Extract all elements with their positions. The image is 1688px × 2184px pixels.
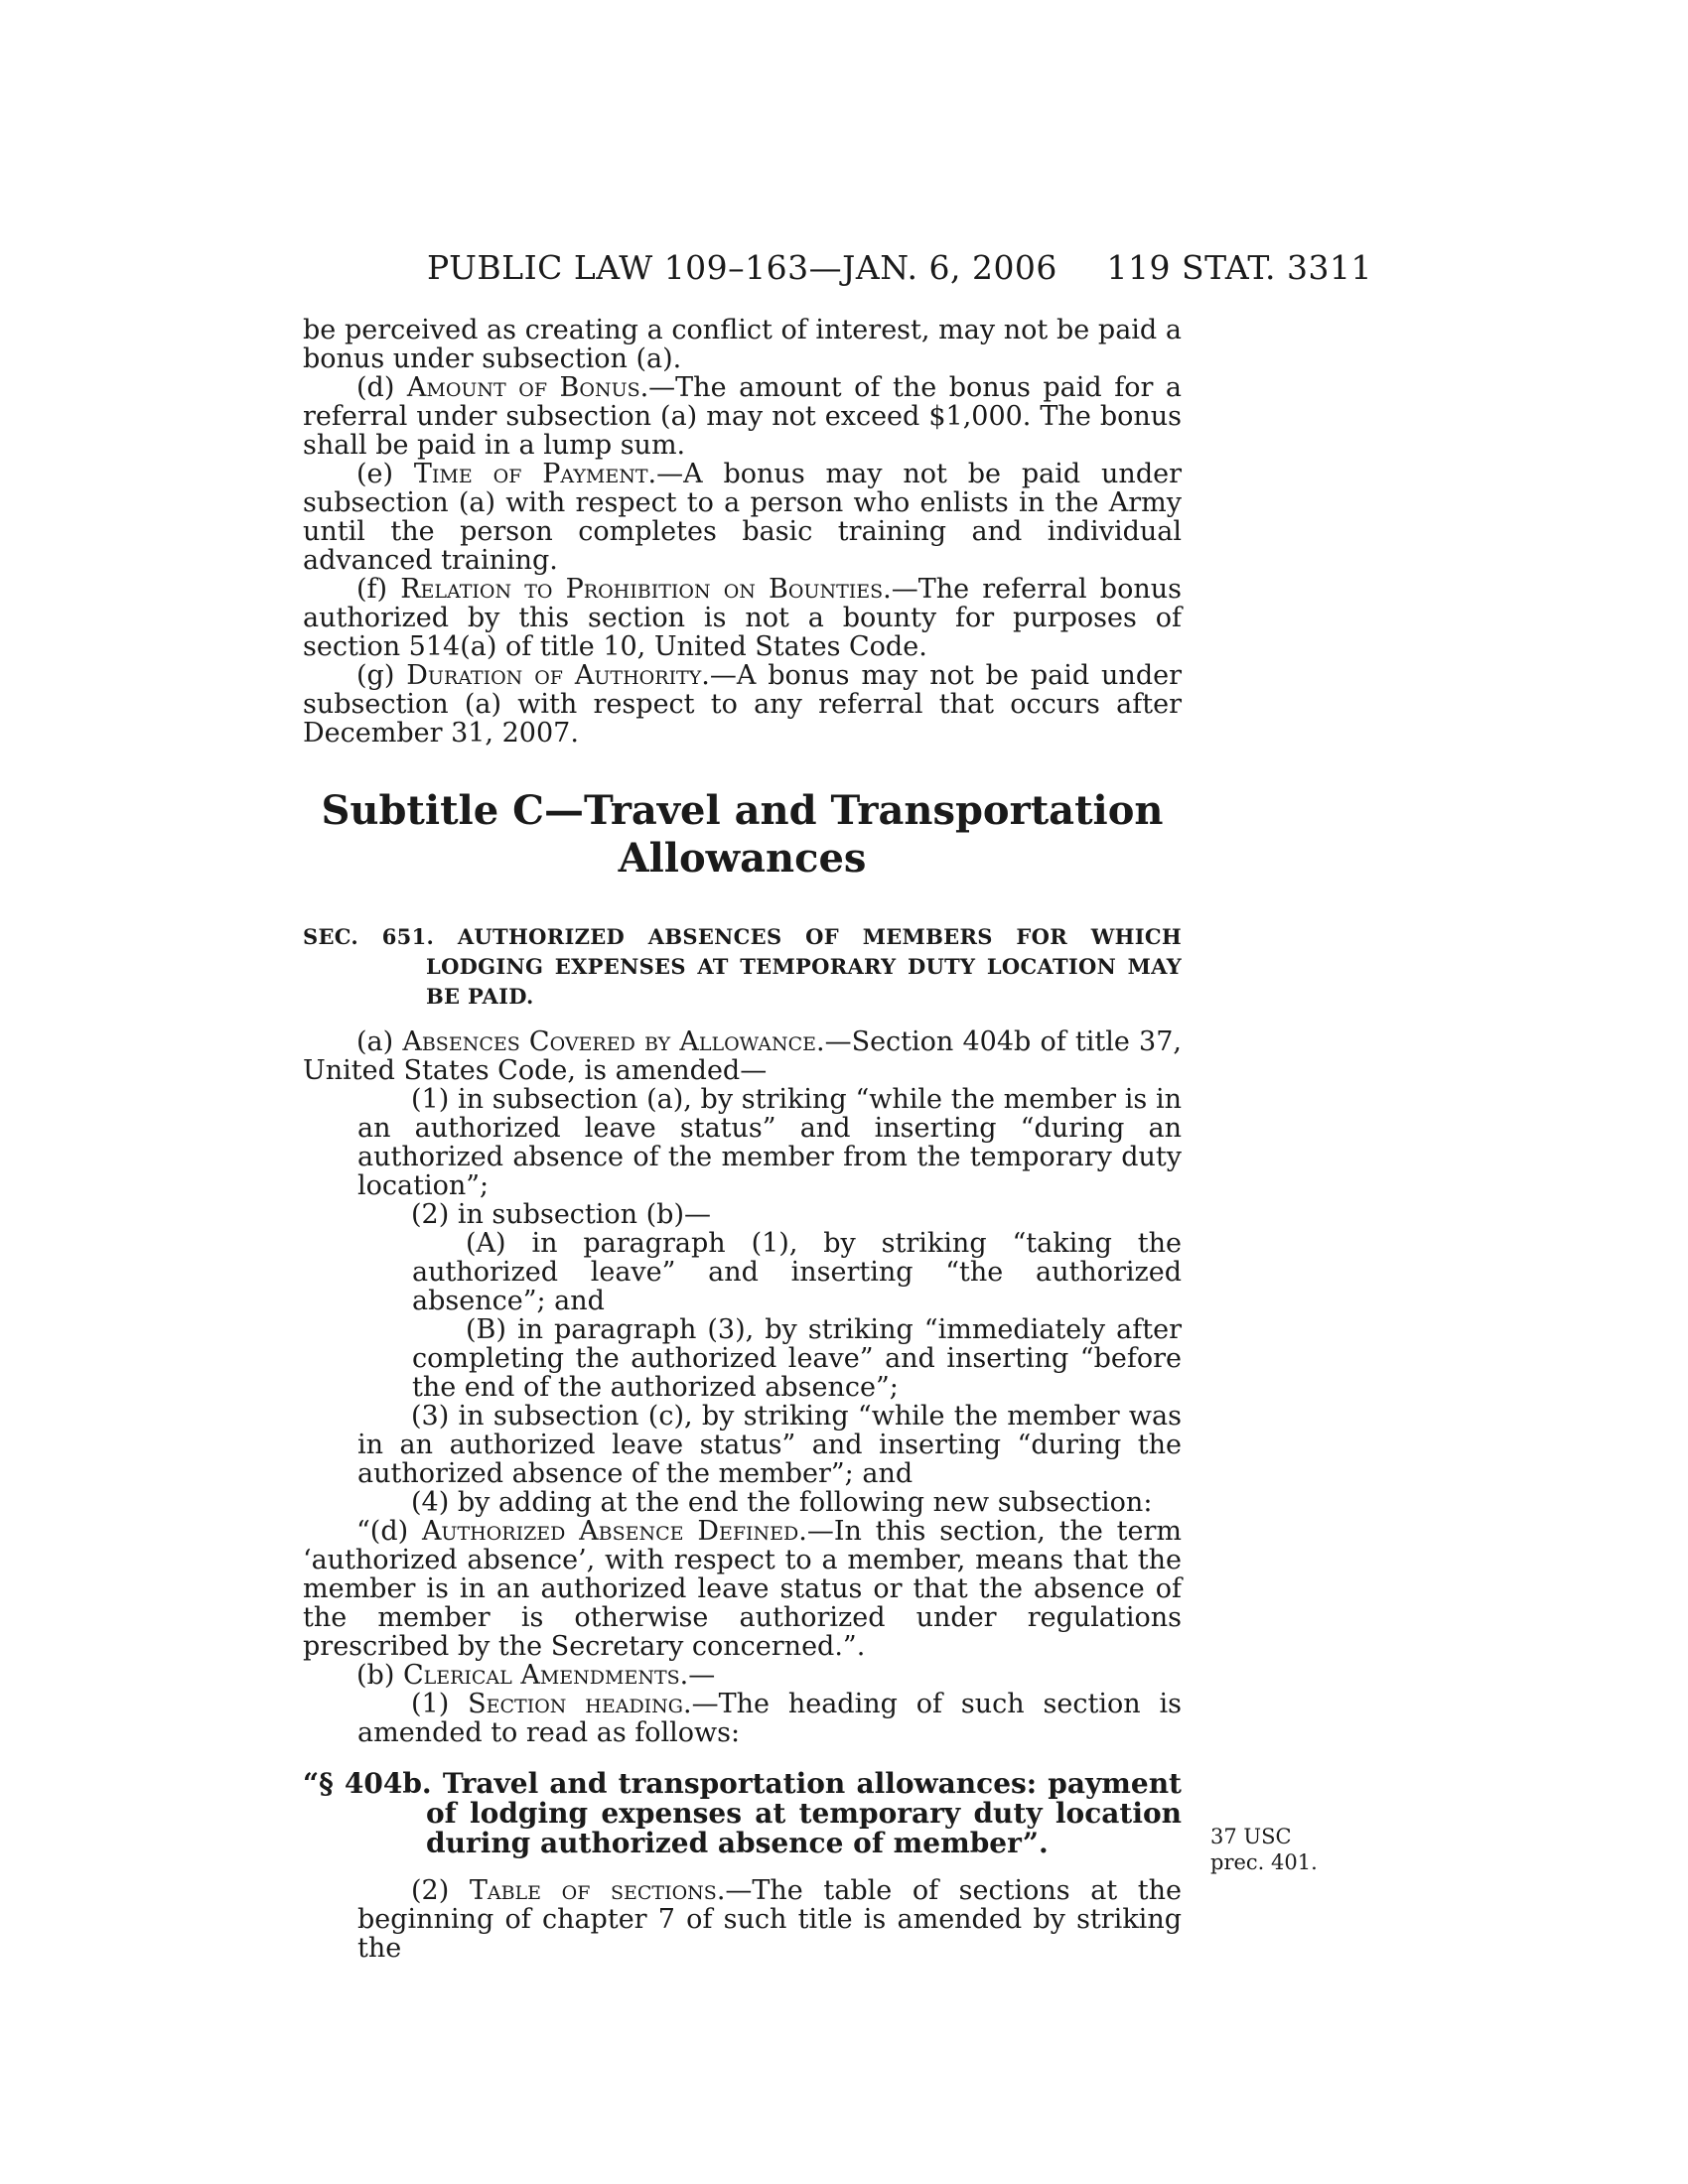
section-651-a-1: (1) in subsection (a), by striking “while the member is in an authorized leave status” and inserting “during an authorized absence of the member from the temporary duty location”;: [357, 1084, 1182, 1201]
section-651-a-2: (2) in subsection (b)—: [411, 1199, 711, 1230]
paragraph-c-continued: be perceived as creating a conflict of interest, may not be paid a bonus under subsection (a).: [303, 315, 1182, 374]
running-header-stat: 119 STAT. 3311: [1106, 248, 1372, 287]
section-651-a-4: (4) by adding at the end the following new subsection:: [411, 1487, 1153, 1518]
margin-citation-note: 37 USC prec. 401.: [1210, 1825, 1318, 1874]
quoted-subsection-d: “(d) Authorized Absence Defined.—In this section, the term ‘authorized absence’, with respect to a member, means that the member is in an authorized leave status or that the absence of the member is otherwise authorized under regulations prescribed by the Secretary concerned.”.: [303, 1516, 1182, 1662]
paragraph-d: (d) Amount of Bonus.—The amount of the bonus paid for a referral under subsection (a) may not exceed $1,000. The bonus shall be paid in a lump sum.: [303, 372, 1182, 461]
section-651-a: (a) Absences Covered by Allowance.—Section 404b of title 37, United States Code, is amended—: [303, 1026, 1182, 1086]
paragraph-e: (e) Time of Payment.—A bonus may not be paid under subsection (a) with respect to a person who enlists in the Army until the person completes basic training and individual advanced training.: [303, 459, 1182, 576]
subtitle-line-2: Allowances: [618, 835, 867, 882]
section-651-a-2-A: (A) in paragraph (1), by striking “taking the authorized leave” and inserting “the authorized absence”; and: [412, 1228, 1182, 1316]
running-header-title: PUBLIC LAW 109–163—JAN. 6, 2006: [427, 248, 1057, 287]
section-651-a-3: (3) in subsection (c), by striking “while the member was in an authorized leave status” and inserting “during the authorized absence of the member”; and: [357, 1401, 1182, 1489]
subtitle-heading: [303, 787, 1182, 883]
section-651-heading: SEC. 651. AUTHORIZED ABSENCES OF MEMBERS FOR WHICH LODGING EXPENSES AT TEMPORARY DUTY LOCATION MAY BE PAID.: [303, 924, 1182, 1009]
section-651-b-1: (1) Section heading.—The heading of such section is amended to read as follows:: [357, 1689, 1182, 1748]
section-651-b: (b) Clerical Amendments.—: [356, 1660, 716, 1691]
body-text: [303, 316, 1182, 1963]
paragraph-f: (f) Relation to Prohibition on Bounties.—The referral bonus authorized by this section is not a bounty for purposes of section 514(a) of title 10, United States Code.: [303, 574, 1182, 662]
paragraph-g: (g) Duration of Authority.—A bonus may not be paid under subsection (a) with respect to any referral that occurs after December 31, 2007.: [303, 660, 1182, 749]
subtitle-line-1: Subtitle C—Travel and Transportation: [321, 787, 1164, 834]
section-651-b-2: (2) Table of sections.—The table of sections at the beginning of chapter 7 of such title is amended by striking the: [357, 1875, 1182, 1964]
section-404b-heading: “§ 404b. Travel and transportation allowances: payment of lodging expenses at temporary duty location during authorized absence of member”.: [303, 1767, 1182, 1859]
section-651-a-2-B: (B) in paragraph (3), by striking “immediately after completing the authorized leave” and inserting “before the end of the authorized absence”;: [412, 1314, 1182, 1403]
